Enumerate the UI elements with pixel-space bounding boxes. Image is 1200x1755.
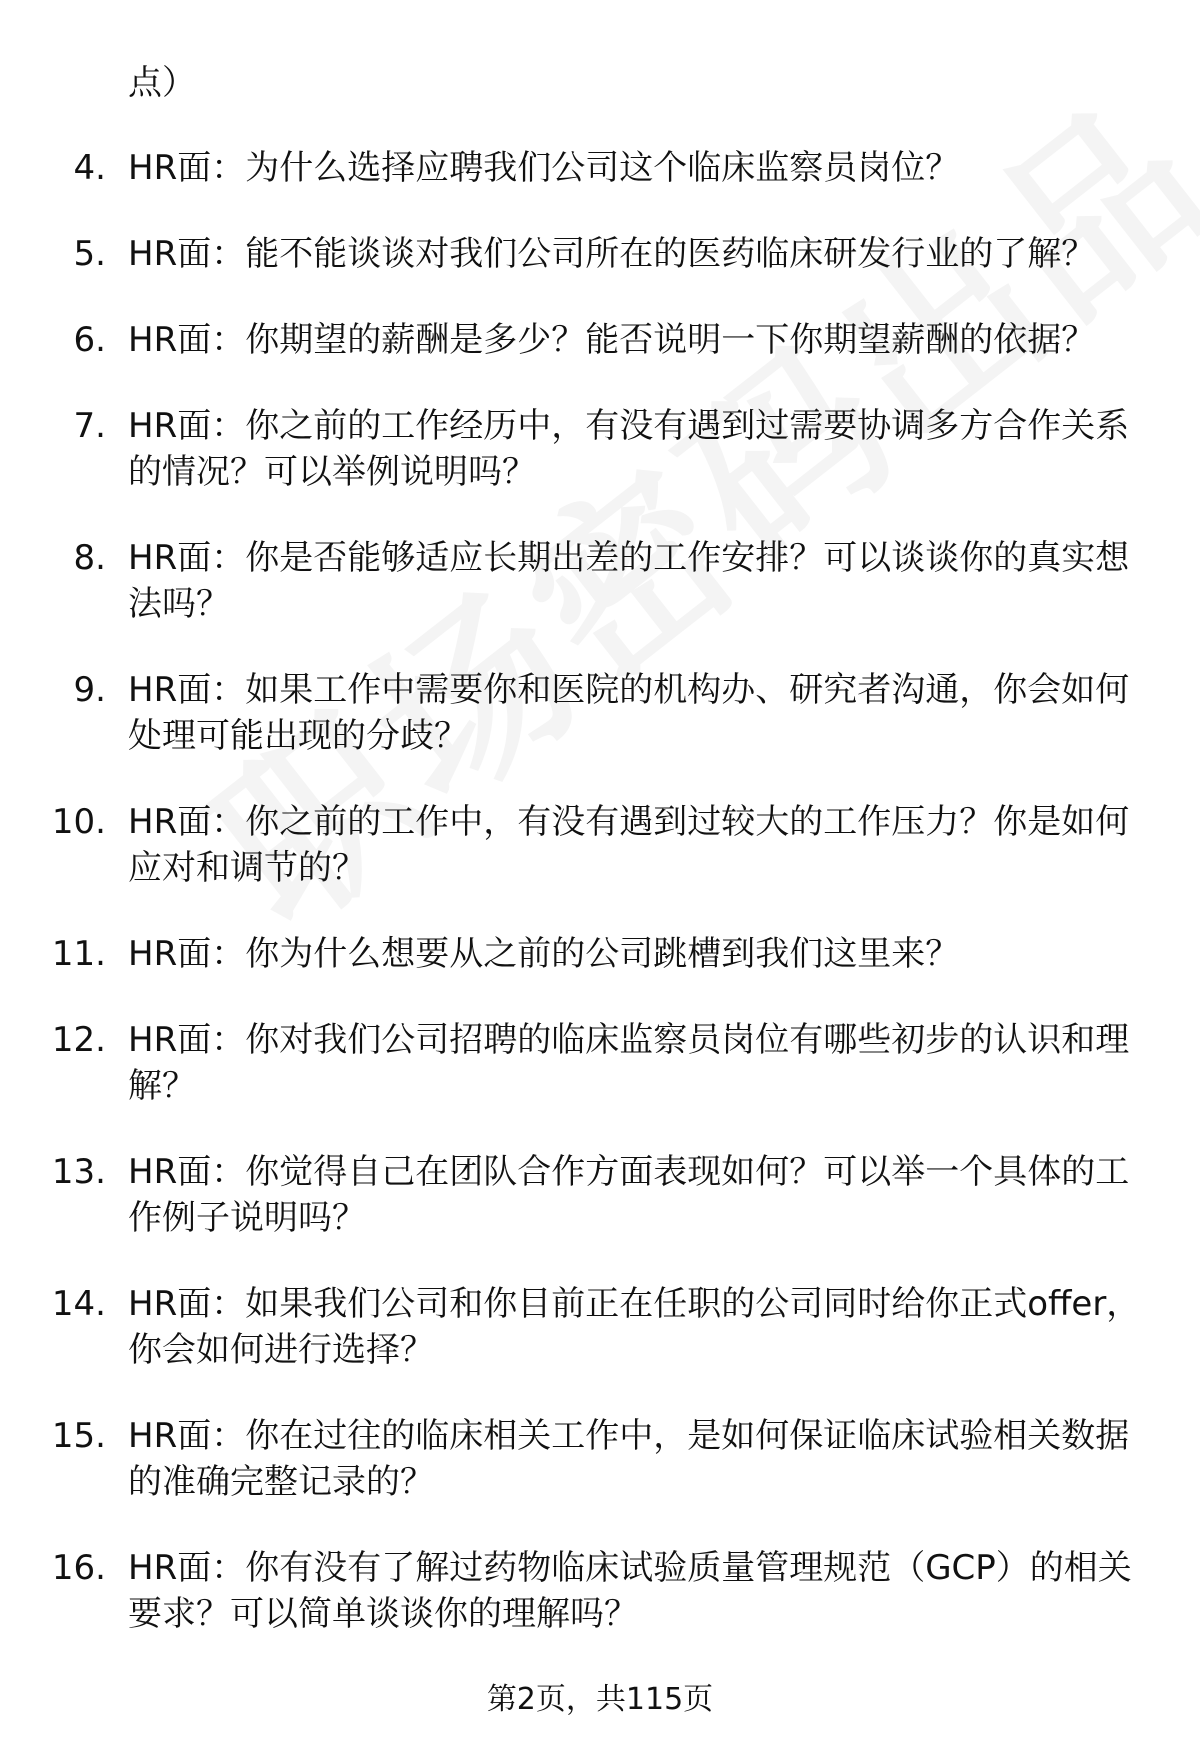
list-item xyxy=(0,931,1200,977)
item-number: 14. xyxy=(51,1284,106,1324)
list-item xyxy=(0,667,1200,759)
item-number: 8. xyxy=(73,538,106,578)
item-text: HR面：如果我们公司和你目前正在任职的公司同时给你正式offer，你会如何进行选择？ xyxy=(128,1284,1141,1370)
list-item xyxy=(0,231,1200,277)
list-item xyxy=(0,145,1200,191)
item-text: HR面：为什么选择应聘我们公司这个临床监察员岗位？ xyxy=(128,148,960,188)
list-item xyxy=(0,1545,1200,1637)
continuation-text: 点） xyxy=(128,63,196,103)
list-item xyxy=(0,535,1200,627)
item-number: 4. xyxy=(73,148,106,188)
item-number: 7. xyxy=(73,406,106,446)
item-number: 11. xyxy=(51,934,106,974)
item-text: HR面：你是否能够适应长期出差的工作安排？可以谈谈你的真实想法吗？ xyxy=(128,538,1130,624)
item-text: HR面：你期望的薪酬是多少？能否说明一下你期望薪酬的依据？ xyxy=(128,320,1096,360)
item-text: HR面：你之前的工作中，有没有遇到过较大的工作压力？你是如何应对和调节的？ xyxy=(128,802,1130,888)
item-number: 6. xyxy=(73,320,106,360)
item-number: 16. xyxy=(51,1548,106,1588)
list-item xyxy=(0,317,1200,363)
item-text: HR面：你有没有了解过药物临床试验质量管理规范（GCP）的相关要求？可以简单谈谈你的理解吗？ xyxy=(128,1548,1132,1634)
list-item xyxy=(0,1149,1200,1241)
page-number: 第2页，共115页 xyxy=(486,1682,714,1717)
item-number: 5. xyxy=(73,234,106,274)
item-text: HR面：你之前的工作经历中，有没有遇到过需要协调多方合作关系的情况？可以举例说明吗？ xyxy=(128,406,1130,492)
list-item xyxy=(0,1017,1200,1109)
item-text: HR面：如果工作中需要你和医院的机构办、研究者沟通，你会如何处理可能出现的分歧？ xyxy=(128,670,1130,756)
item-number: 15. xyxy=(51,1416,106,1456)
list-item xyxy=(0,403,1200,495)
item-text: HR面：能不能谈谈对我们公司所在的医药临床研发行业的了解？ xyxy=(128,234,1096,274)
item-number: 9. xyxy=(73,670,106,710)
item-text: HR面：你在过往的临床相关工作中，是如何保证临床试验相关数据的准确完整记录的？ xyxy=(128,1416,1130,1502)
list-item xyxy=(0,1413,1200,1505)
question-list xyxy=(0,145,1200,1677)
item-number: 13. xyxy=(51,1152,106,1192)
list-item xyxy=(0,1281,1200,1373)
item-number: 12. xyxy=(51,1020,106,1060)
item-text: HR面：你觉得自己在团队合作方面表现如何？可以举一个具体的工作例子说明吗？ xyxy=(128,1152,1130,1238)
list-item xyxy=(0,799,1200,891)
item-text: HR面：你对我们公司招聘的临床监察员岗位有哪些初步的认识和理解？ xyxy=(128,1020,1130,1106)
item-text: HR面：你为什么想要从之前的公司跳槽到我们这里来？ xyxy=(128,934,960,974)
item-number: 10. xyxy=(51,802,106,842)
